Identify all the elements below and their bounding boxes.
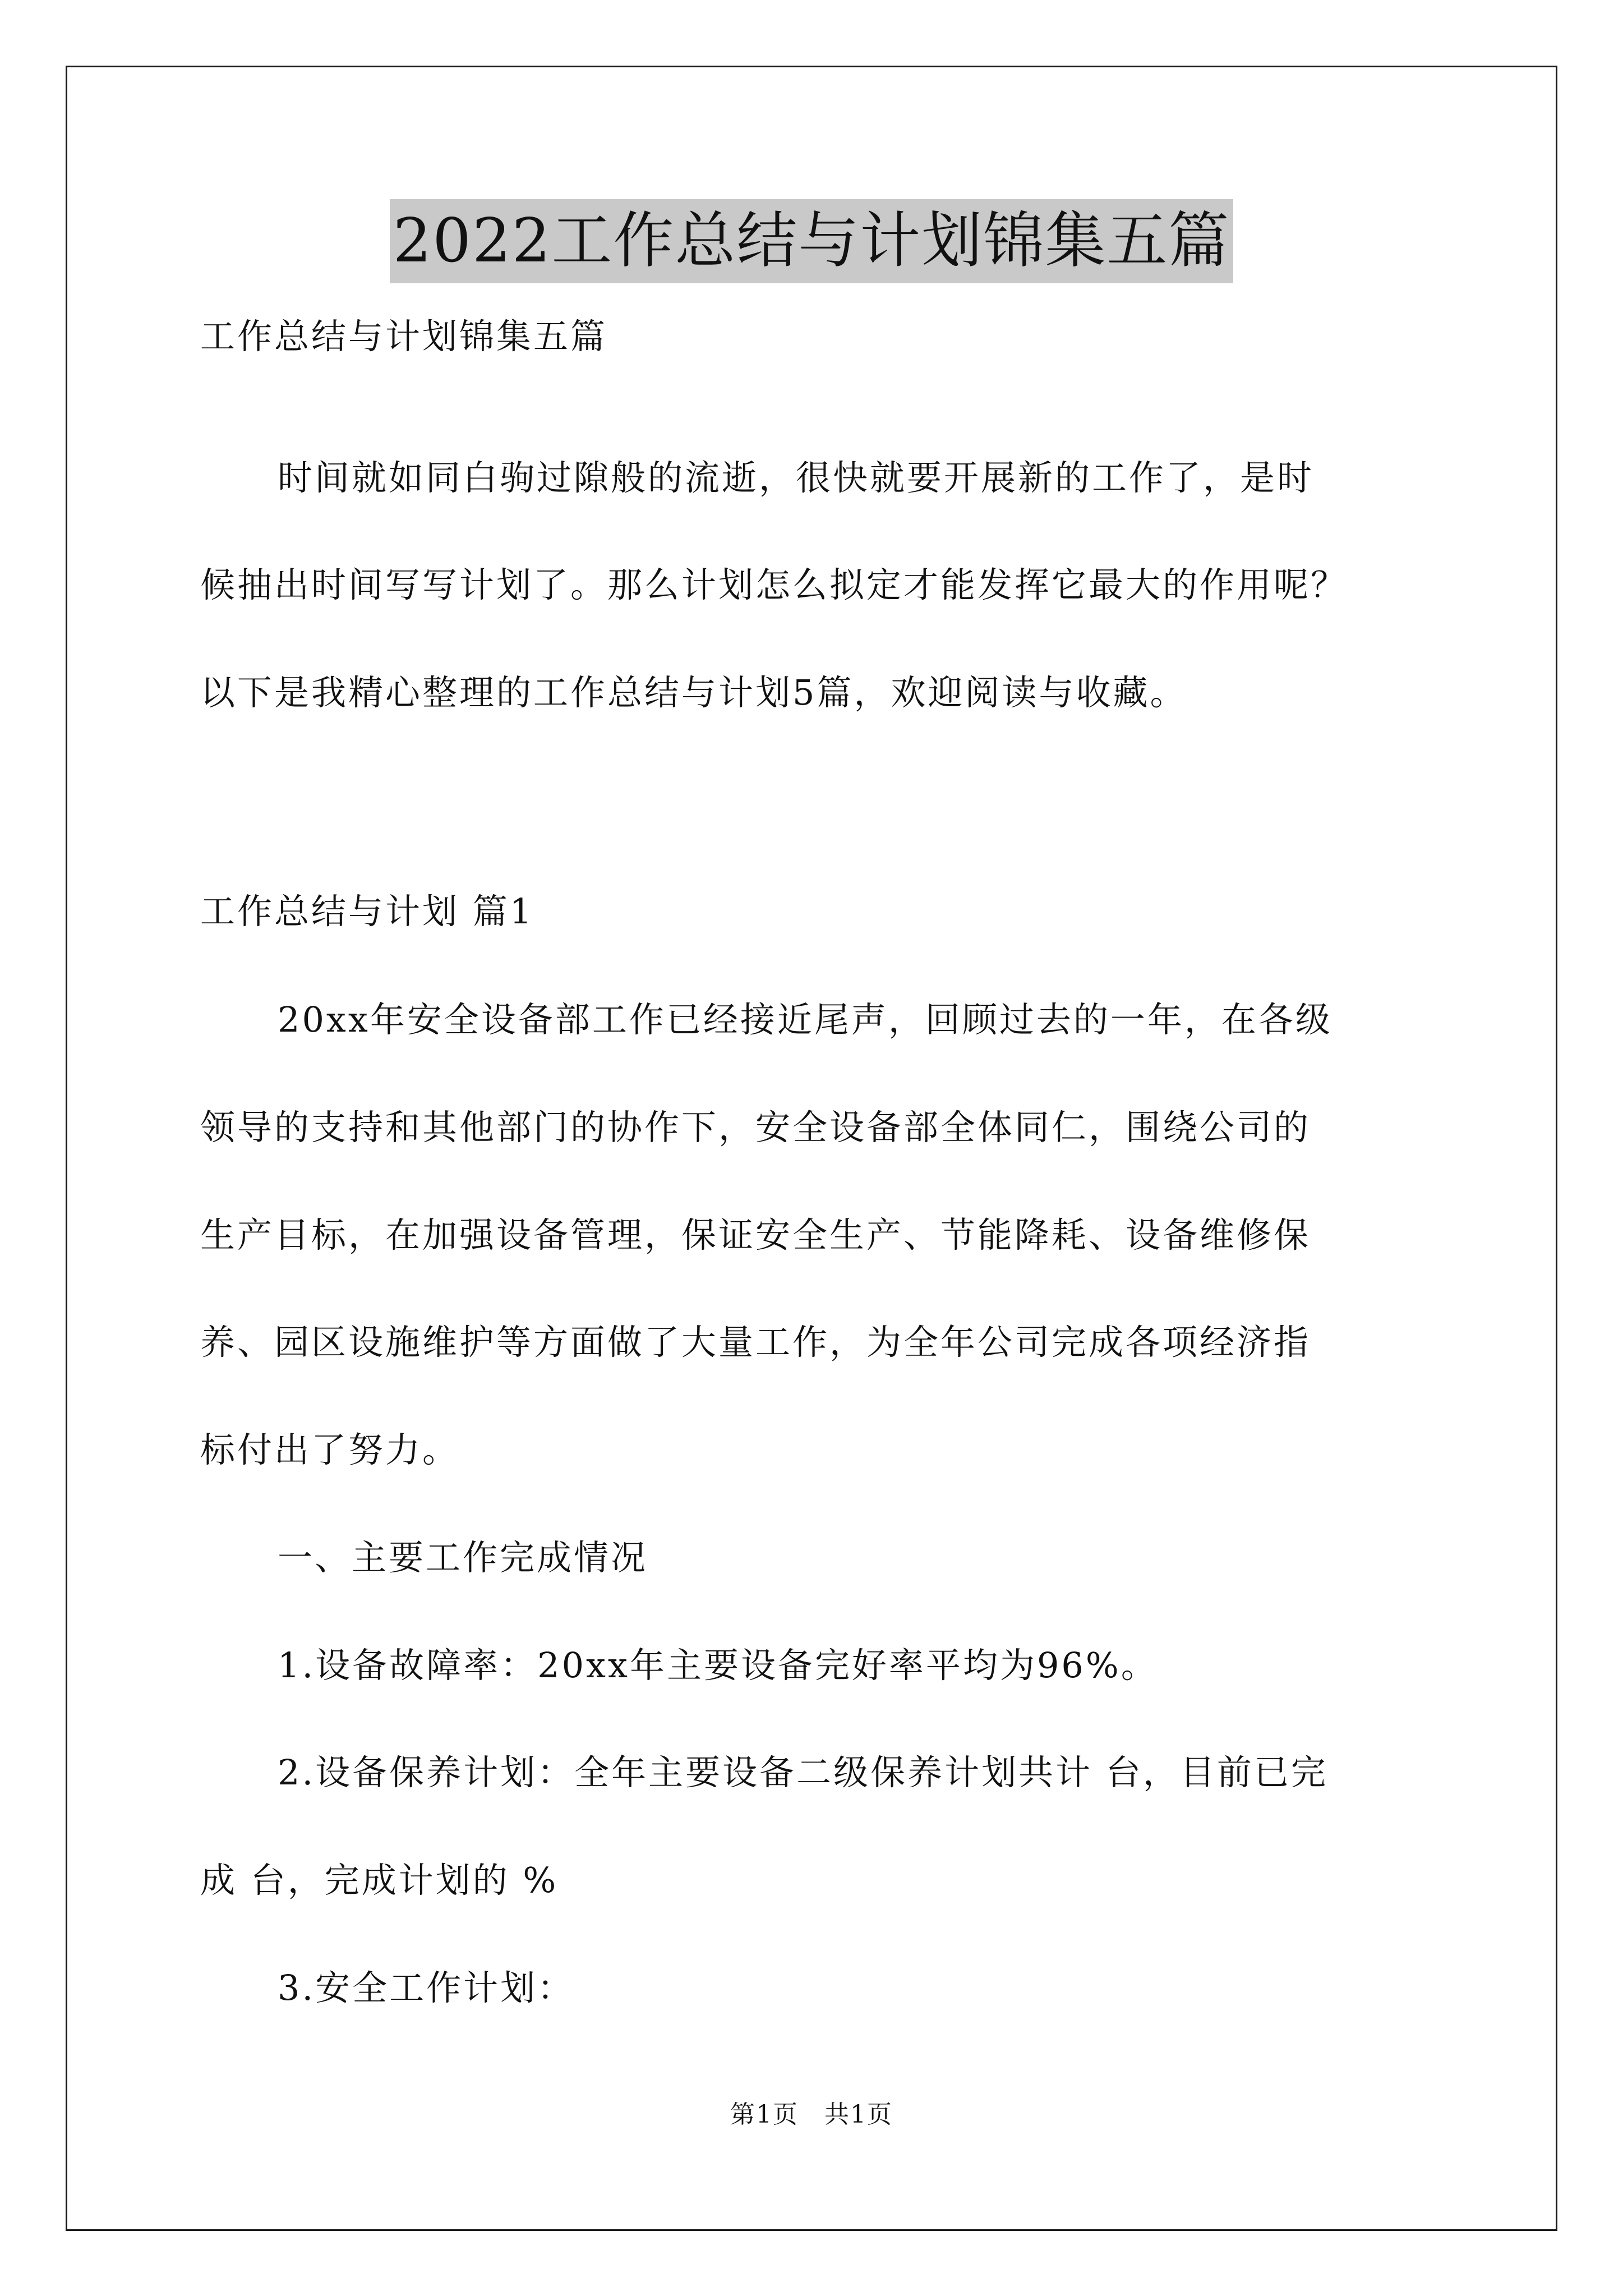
intro-line-1: 时间就如同白驹过隙般的流逝，很快就要开展新的工作了，是时: [278, 457, 1315, 498]
section-line-5: 标付出了努力。: [200, 1429, 460, 1470]
intro-line-3: 以下是我精心整理的工作总结与计划5篇，欢迎阅读与收藏。: [200, 672, 1187, 713]
list-item-2-line-1: 2.设备保养计划：全年主要设备二级保养计划共计 台，目前已完: [278, 1752, 1328, 1793]
section-line-1: 20xx年安全设备部工作已经接近尾声，回顾过去的一年，在各级: [278, 999, 1332, 1040]
list-item-1: 1.设备故障率：20xx年主要设备完好率平均为96%。: [278, 1645, 1158, 1686]
section-line-4: 养、园区设施维护等方面做了大量工作，为全年公司完成各项经济指: [200, 1322, 1311, 1363]
title-container: [0, 199, 1623, 283]
section-line-2: 领导的支持和其他部门的协作下，安全设备部全体同仁，围绕公司的: [200, 1107, 1311, 1148]
document-title: 2022工作总结与计划锦集五篇: [390, 199, 1234, 283]
list-item-3: 3.安全工作计划：: [278, 1967, 575, 2008]
list-item-2-line-2: 成 台，完成计划的 %: [200, 1860, 559, 1901]
section-line-3: 生产目标，在加强设备管理，保证安全生产、节能降耗、设备维修保: [200, 1214, 1311, 1255]
intro-line-2: 候抽出时间写写计划了。那么计划怎么拟定才能发挥它最大的作用呢？: [200, 564, 1348, 605]
page-footer: 第1页 共1页: [730, 2100, 893, 2129]
section-heading: 工作总结与计划 篇1: [200, 891, 534, 932]
subsection-heading: 一、主要工作完成情况: [278, 1537, 648, 1578]
document-subtitle: 工作总结与计划锦集五篇: [200, 316, 608, 357]
